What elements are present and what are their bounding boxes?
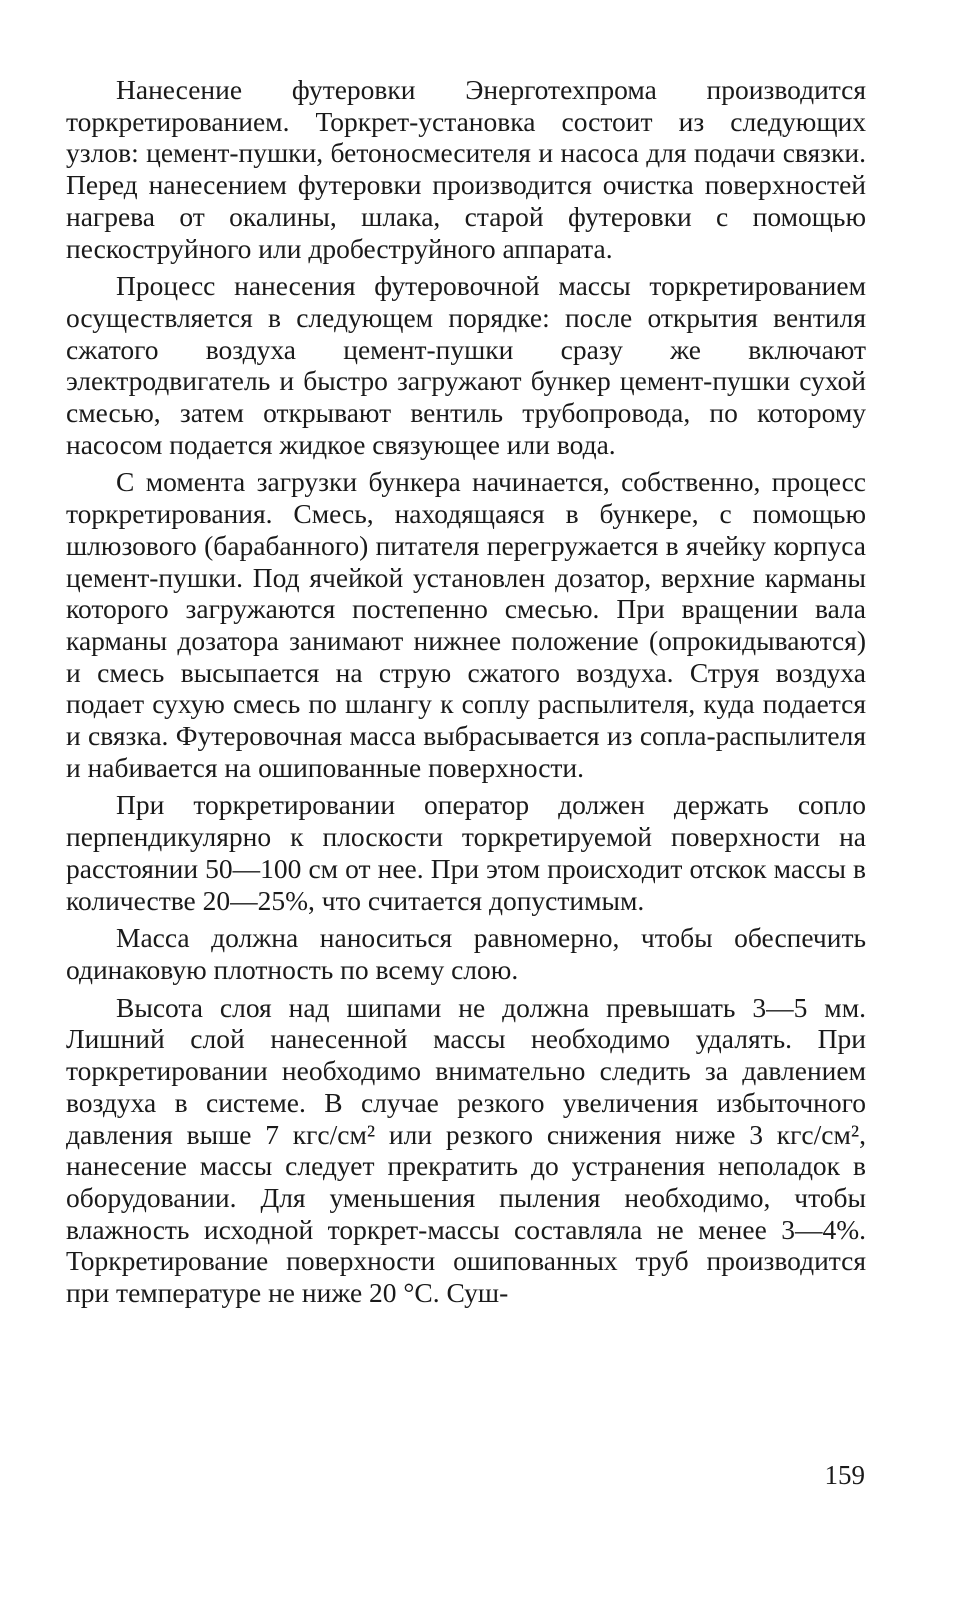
paragraph-4: При торкретировании оператор должен держать сопло перпендикулярно к плоскости торкретируемой поверхности на расстоянии 50—100 см от нее. При этом происходит отскок массы в количестве 20—25%, что считается допустимым. bbox=[66, 789, 866, 916]
page-body bbox=[66, 74, 866, 1315]
page-number: 159 bbox=[824, 1460, 865, 1490]
paragraph-2: Процесс нанесения футеровочной массы торкретированием осуществляется в следующем порядке: после открытия вентиля сжатого воздуха цемент-пушки сразу же включают электродвигатель и быстро загружают бункер цемент-пушки сухой смесью, затем открывают вентиль трубопровода, по которому насосом подается жидкое связующее или вода. bbox=[66, 270, 866, 460]
paragraph-6: Высота слоя над шипами не должна превышать 3—5 мм. Лишний слой нанесенной массы необходимо удалять. При торкретировании необходимо внимательно следить за давлением воздуха в системе. В случае резкого увеличения избыточного давления выше 7 кгс/см² или резкого снижения ниже 3 кгс/см², нанесение массы следует прекратить до устранения неполадок в оборудовании. Для уменьшения пыления необходимо, чтобы влажность исходной торкрет-массы составляла не менее 3—4%. Торкретирование поверхности ошипованных труб производится при температуре не ниже 20 °С. Суш- bbox=[66, 991, 866, 1309]
paragraph-1: Нанесение футеровки Энерготехпрома производится торкретированием. Торкрет-установка состоит из следующих узлов: цемент-пушки, бетоносмесителя и насоса для подачи связки. Перед нанесением футеровки производится очистка поверхностей нагрева от окалины, шлака, старой футеровки с помощью пескоструйного или дробеструйного аппарата. bbox=[66, 74, 866, 264]
paragraph-5: Масса должна наноситься равномерно, чтобы обеспечить одинаковую плотность по всему слою. bbox=[66, 922, 866, 985]
paragraph-3: С момента загрузки бункера начинается, собственно, процесс торкретирования. Смесь, находящаяся в бункере, с помощью шлюзового (барабанного) питателя перегружается в ячейку корпуса цемент-пушки. Под ячейкой установлен дозатор, верхние карманы которого загружаются постепенно смесью. При вращении вала карманы дозатора занимают нижнее положение (опрокидываются) и смесь высыпается на струю сжатого воздуха. Струя воздуха подает сухую смесь по шлангу к соплу распылителя, куда подается и связка. Футеровочная масса выбрасывается из сопла-распылителя и набивается на ошипованные поверхности. bbox=[66, 466, 866, 783]
